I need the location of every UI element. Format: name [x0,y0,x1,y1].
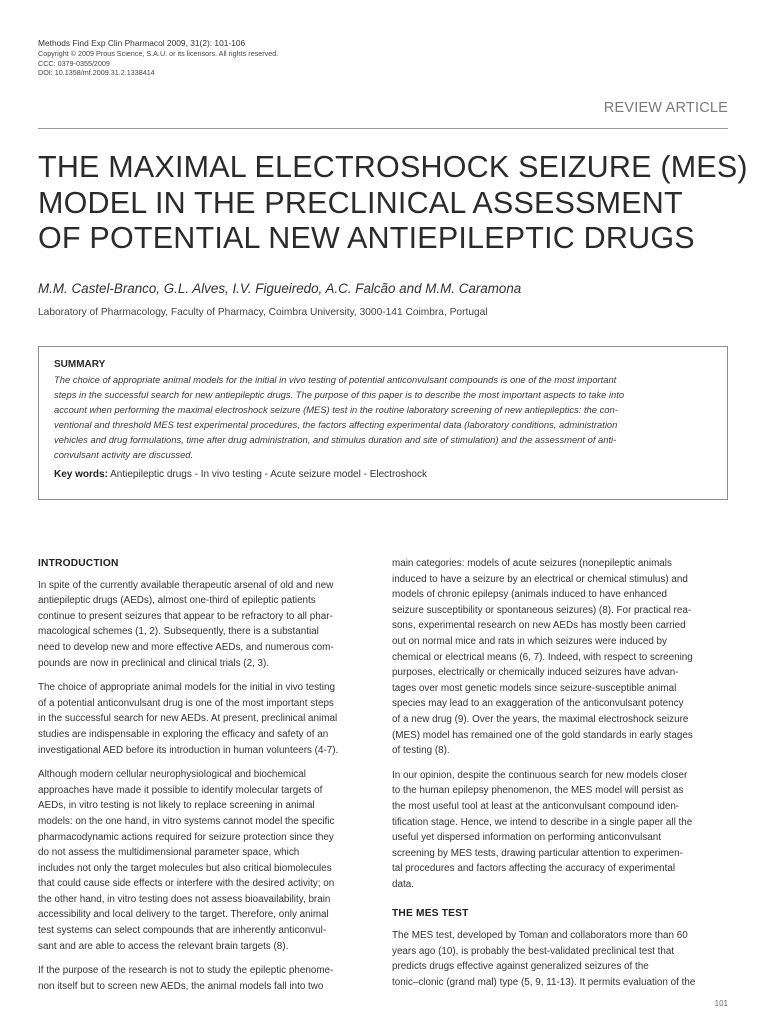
header-divider [38,128,728,129]
summary-heading: SUMMARY [54,359,106,370]
body-line: Although modern cellular neurophysiological and biochemical [38,769,306,781]
left-column [38,556,375,1003]
body-line: out on normal mice and rats in which seizures were induced by [392,635,667,647]
body-line: main categories: models of acute seizures (nonepileptic animals [392,558,672,569]
body-line: data. [392,878,414,890]
body-line: sant and are able to access the relevant brain targets (8). [38,940,289,952]
body-line: antiepileptic drugs (AEDs), almost one-third of epileptic patients [38,595,316,607]
section-heading-mes-test: THE MES TEST [392,908,469,920]
summary-line: convulsant activity are discussed. [54,449,194,460]
body-line: In our opinion, despite the continuous search for new models closer [392,769,688,781]
body-line: to the human epilepsy phenomenon, the MES model will persist as [392,785,684,797]
body-line: the most useful tool at least at the anticonvulsant compound iden- [392,800,680,812]
body-paragraph [392,928,729,990]
body-line: useful yet dispersed information on performing anticonvulsant [392,832,661,844]
summary-text [54,372,712,462]
body-line: sons, experimental research on new AEDs has mostly been carried [392,620,686,632]
body-line: of a potential anticonvulsant drug is one of the most important steps [38,697,334,709]
body-line: in the successful search for new AEDs. At present, preclinical animal [38,713,338,725]
body-paragraph [392,556,729,759]
journal-citation: Methods Find Exp Clin Pharmacol 2009, 31(2): 101-106 [38,38,246,48]
body-line: tal procedures and factors affecting the accuracy of experimental [392,863,676,875]
body-line: chemical or electrical means (6, 7). Indeed, with respect to screening [392,651,693,663]
body-line: induced to have a seizure by an electrical or chemical stimulus) and [392,573,688,585]
body-line: screening by MES tests, drawing particular attention to experimen- [392,847,683,859]
body-paragraph [38,680,375,758]
body-line: macological schemes (1, 2). Subsequently, there is a substantial [38,626,319,638]
body-line: that could cause side effects or interfere with the desired activity; on [38,878,335,890]
body-line: the other hand, in vitro testing does not assess bioavailability, brain [38,893,331,905]
body-line: continue to present seizures that appear to be refractory to all phar- [38,610,333,622]
title-line: MODEL IN THE PRECLINICAL ASSESSMENT [38,185,683,220]
body-line: pharmacodynamic actions required for seizure protection since they [38,831,334,843]
article-title [38,150,748,257]
article-type-label: REVIEW ARTICLE [603,100,728,116]
body-paragraph [38,963,375,994]
page-number: 101 [714,999,728,1008]
summary-line: vehicles and drug formulations, time after drug administration, and stimulus duration and site of stimulation) and the assessment of anti- [54,434,617,445]
ccc-line: CCC: 0379-0355/2009 [38,58,110,68]
keywords [54,469,712,480]
summary-line: The choice of appropriate animal models for the initial in vivo testing of potential anticonvulsant compounds is one of the most important [54,374,617,385]
summary-line: steps in the successful search for new antiepileptic drugs. The purpose of this paper is to describe the most important aspects to take into [54,389,625,400]
body-line: investigational AED before its introduction in human volunteers (4-7). [38,744,339,756]
body-line: approaches have made it possible to identify molecular targets of [38,784,323,796]
title-line: OF POTENTIAL NEW ANTIEPILEPTIC DRUGS [38,221,695,255]
body-line: (MES) model has remained one of the gold standards in early stages [392,729,693,741]
body-line: tification stage. Hence, we intend to describe in a single paper all the [392,816,693,828]
body-line: In spite of the currently available therapeutic arsenal of old and new [38,579,334,591]
body-line: predicts drugs effective against generalized seizures of the [392,961,649,973]
body-line: need to develop new and more effective AEDs, and numerous com- [38,641,334,653]
body-line: models of chronic epilepsy (animals induced to have enhanced [392,589,668,601]
right-column [392,556,729,999]
body-line: pounds are now in preclinical and clinical trials (2, 3). [38,657,270,669]
body-line: models: on the one hand, in vitro systems cannot model the specific [38,815,335,827]
author-list: M.M. Castel-Branco, G.L. Alves, I.V. Figueiredo, A.C. Falcão and M.M. Caramona [38,281,522,296]
title-line: THE MAXIMAL ELECTROSHOCK SEIZURE (MES) [38,150,748,184]
body-line: studies are indispensable in exploring the efficacy and safety of an [38,728,329,740]
doi-line: DOI: 10.1358/mf.2009.31.2.1338414 [38,68,155,78]
body-line: includes not only the target molecules but also critical biomolecules [38,862,332,874]
body-line: test systems can select compounds that are inherently anticonvul- [38,925,327,937]
body-line: tages over most genetic models since seizure-susceptible animal [392,682,677,694]
body-line: AEDs, in vitro testing is not likely to replace screening in animal [38,800,315,812]
body-line: The choice of appropriate animal models for the initial in vivo testing [38,682,335,694]
copyright-line: Copyright © 2009 Prous Science, S.A.U. or its licensors. All rights reserved. [38,49,279,58]
body-line: of a new drug (9). Over the years, the maximal electroshock seizure [392,713,689,725]
body-line: tonic–clonic (grand mal) type (5, 9, 11-13). It permits evaluation of the [392,976,696,988]
keywords-label: Key words: [54,469,108,480]
journal-metadata [38,38,278,78]
body-line: of testing (8). [392,745,450,757]
keywords-list: Antiepileptic drugs - In vivo testing - Acute seizure model - Electroshock [110,469,427,480]
body-line: purposes, electrically or chemically induced seizures have advan- [392,667,679,679]
body-paragraph [38,767,375,954]
summary-line: ventional and threshold MES test experimental procedures, the factors affecting experimental data (laboratory conditions, administration [54,419,618,430]
body-paragraph [38,578,375,672]
section-heading-introduction: INTRODUCTION [38,558,119,569]
body-paragraph [392,768,729,893]
body-line: seizure susceptibility or spontaneous seizures) (8). For practical rea- [392,604,692,616]
body-line: years ago (10), is probably the best-validated preclinical test that [392,945,675,957]
summary-line: account when performing the maximal electroshock seizure (MES) test in the routine laboratory screening of new antiepileptics: the con- [54,404,618,415]
body-line: If the purpose of the research is not to study the epileptic phenome- [38,965,334,977]
body-line: species may lead to an exaggeration of the anticonvulsant potency [392,698,684,710]
summary-box [38,346,728,500]
body-line: do not assess the multidimensional parameter space, which [38,847,300,859]
body-line: The MES test, developed by Toman and collaborators more than 60 [392,930,688,942]
body-line: non itself but to screen new AEDs, the animal models fall into two [38,980,324,992]
body-line: accessibility and local delivery to the target. Therefore, only animal [38,909,329,921]
affiliation: Laboratory of Pharmacology, Faculty of Pharmacy, Coimbra University, 3000-141 Coimbra, Portugal [38,307,488,318]
